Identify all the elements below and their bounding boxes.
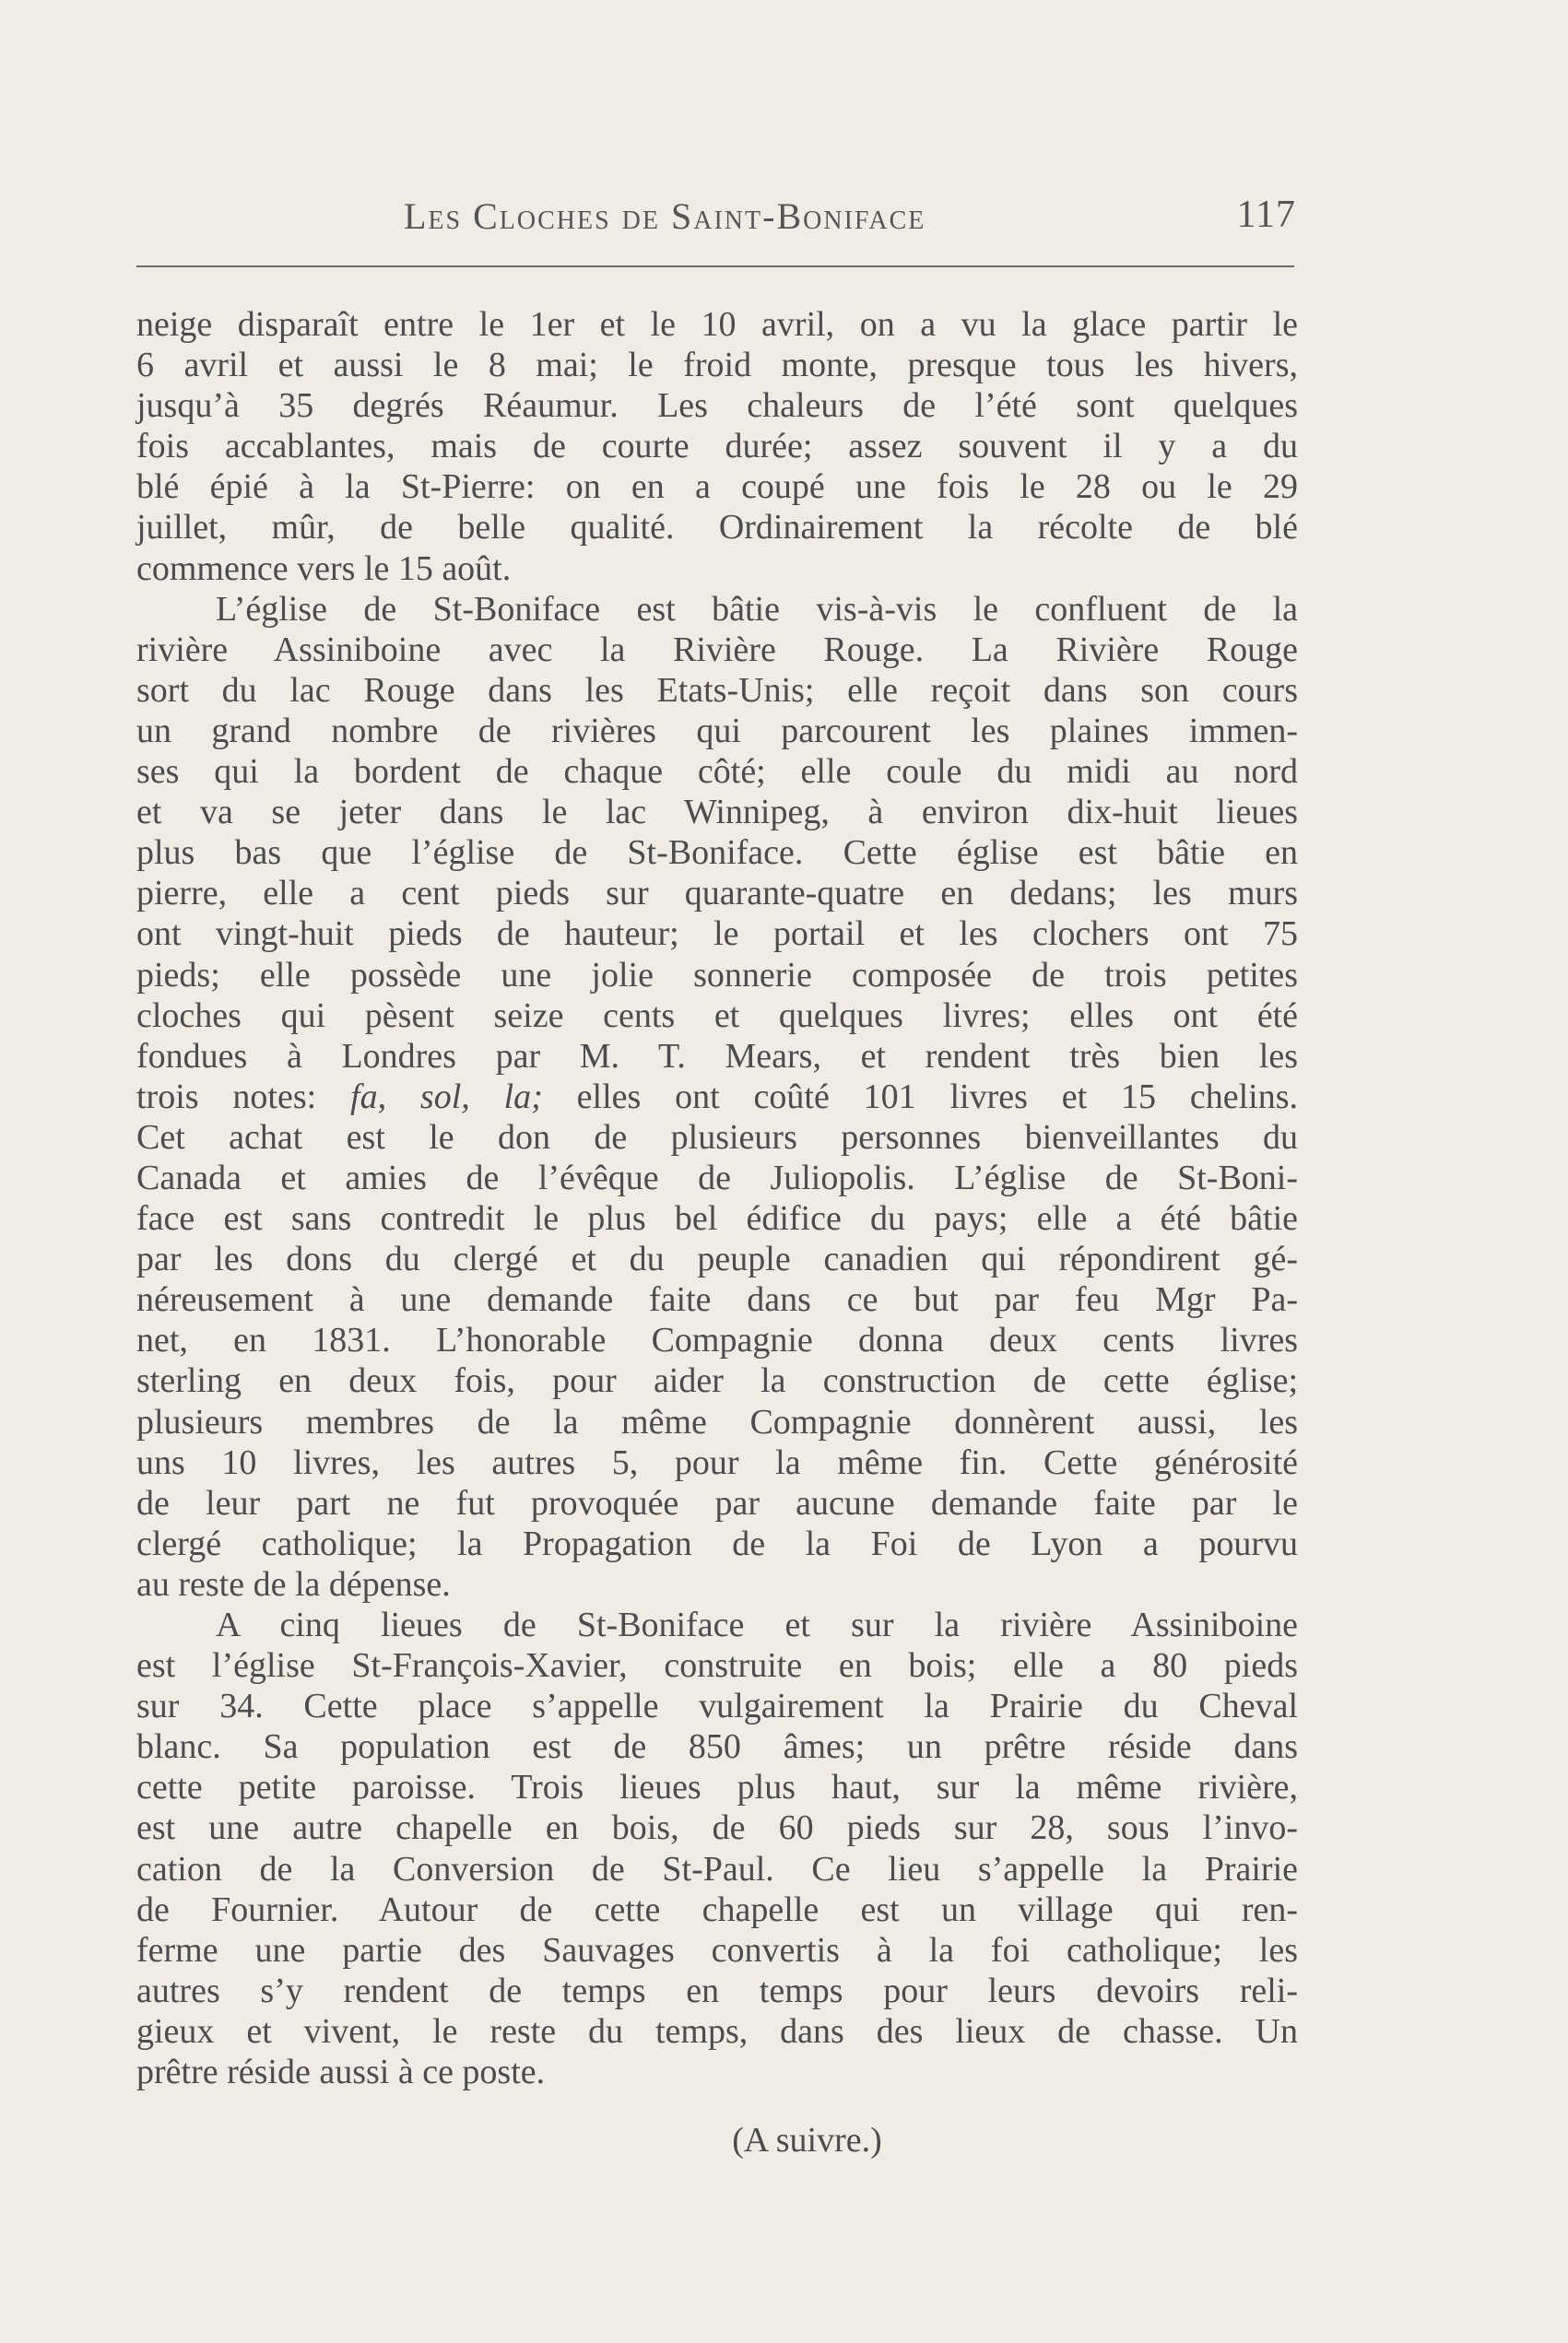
paragraph <box>136 589 1298 1605</box>
text-line: et va se jeter dans le lac Winnipeg, à environ dix-huit lieues <box>136 793 1298 832</box>
text-line: est une autre chapelle en bois, de 60 pieds sur 28, sous l’invo- <box>136 1808 1298 1848</box>
header-rule <box>136 265 1294 267</box>
text-line: clergé catholique; la Propagation de la Foi de Lyon a pourvu <box>136 1524 1298 1563</box>
text-line: fois accablantes, mais de courte durée; assez souvent il y a du <box>136 427 1298 466</box>
text-line: rivière Assiniboine avec la Rivière Rouge. La Rivière Rouge <box>136 630 1298 669</box>
text-line: jusqu’à 35 degrés Réaumur. Les chaleurs de l’été sont quelques <box>136 386 1298 426</box>
text-line: trois notes: fa, sol, la; elles ont coûté 101 livres et 15 chelins. <box>136 1077 1298 1116</box>
text-line: ont vingt-huit pieds de hauteur; le portail et les clochers ont 75 <box>136 914 1298 954</box>
page-number: 117 <box>1236 194 1296 236</box>
text-line: plus bas que l’église de St-Boniface. Cette église est bâtie en <box>136 833 1298 873</box>
text-line: autres s’y rendent de temps en temps pour leurs devoirs reli- <box>136 1971 1298 2010</box>
text-line: gieux et vivent, le reste du temps, dans des lieux de chasse. Un <box>136 2011 1298 2051</box>
text-line: plusieurs membres de la même Compagnie donnèrent aussi, les <box>136 1402 1298 1442</box>
text-line: 6 avril et aussi le 8 mai; le froid monte, presque tous les hivers, <box>136 346 1298 385</box>
text-line: sur 34. Cette place s’appelle vulgairement la Prairie du Cheval <box>136 1687 1298 1726</box>
text-line: neige disparaît entre le 1er et le 10 avril, on a vu la glace partir le <box>136 305 1298 344</box>
text-line: blanc. Sa population est de 850 âmes; un prêtre réside dans <box>136 1727 1298 1767</box>
text-line: néreusement à une demande faite dans ce but par feu Mgr Pa- <box>136 1280 1298 1320</box>
text-line: pierre, elle a cent pieds sur quarante-quatre en dedans; les murs <box>136 874 1298 913</box>
text-line: Cet achat est le don de plusieurs personnes bienveillantes du <box>136 1117 1298 1157</box>
text-line: commence vers le 15 août. <box>136 548 512 588</box>
running-head <box>136 189 1296 244</box>
paragraph <box>136 1605 1298 2092</box>
sign-off <box>0 2120 1568 2161</box>
text-line: de leur part ne fut provoquée par aucune demande faite par le <box>136 1483 1298 1523</box>
text-line: cloches qui pèsent seize cents et quelques livres; elles ont été <box>136 995 1298 1035</box>
text-line: uns 10 livres, les autres 5, pour la même fin. Cette générosité <box>136 1442 1298 1482</box>
text-line: de Fournier. Autour de cette chapelle est un village qui ren- <box>136 1890 1298 1929</box>
text-line: Canada et amies de l’évêque de Juliopolis. L’église de St-Boni- <box>136 1158 1298 1197</box>
text-line: L’église de St-Boniface est bâtie vis-à-vis le confluent de la <box>216 589 1298 629</box>
text-line: A cinq lieues de St-Boniface et sur la rivière Assiniboine <box>216 1606 1298 1644</box>
text-line: cette petite paroisse. Trois lieues plus haut, sur la même rivière, <box>136 1768 1298 1807</box>
running-title: Les Cloches de Saint-Boniface <box>404 195 926 237</box>
to-be-continued: (A suivre.) <box>732 2121 882 2160</box>
musical-notes: fa, sol, la; <box>350 1077 543 1116</box>
text-line: net, en 1831. L’honorable Compagnie donna deux cents livres <box>136 1321 1298 1360</box>
text-line: ferme une partie des Sauvages convertis à la foi catholique; les <box>136 1930 1298 1970</box>
text-line: au reste de la dépense. <box>136 1564 451 1604</box>
text-line: est l’église St-François-Xavier, construite en bois; elle a 80 pieds <box>136 1646 1298 1686</box>
text-line: blé épié à la St-Pierre: on en a coupé une fois le 28 ou le 29 <box>136 467 1298 507</box>
text-line: face est sans contredit le plus bel édifice du pays; elle a été bâtie <box>136 1199 1298 1239</box>
text-line: fondues à Londres par M. T. Mears, et rendent très bien les <box>136 1036 1298 1076</box>
text-line: sort du lac Rouge dans les Etats-Unis; elle reçoit dans son cours <box>136 670 1298 710</box>
text-line: sterling en deux fois, pour aider la construction de cette église; <box>136 1361 1298 1401</box>
text-line: prêtre réside aussi à ce poste. <box>136 2053 546 2092</box>
text-line: juillet, mûr, de belle qualité. Ordinairement la récolte de blé <box>136 508 1298 547</box>
text-line: pieds; elle possède une jolie sonnerie composée de trois petites <box>136 955 1298 995</box>
text-line: par les dons du clergé et du peuple canadien qui répondirent gé- <box>136 1240 1298 1279</box>
text-line: cation de la Conversion de St-Paul. Ce lieu s’appelle la Prairie <box>136 1849 1298 1889</box>
body-text <box>136 304 1298 2092</box>
paragraph <box>136 304 1298 589</box>
text-line: un grand nombre de rivières qui parcourent les plaines immen- <box>136 711 1298 750</box>
text-line: ses qui la bordent de chaque côté; elle coule du midi au nord <box>136 752 1298 792</box>
